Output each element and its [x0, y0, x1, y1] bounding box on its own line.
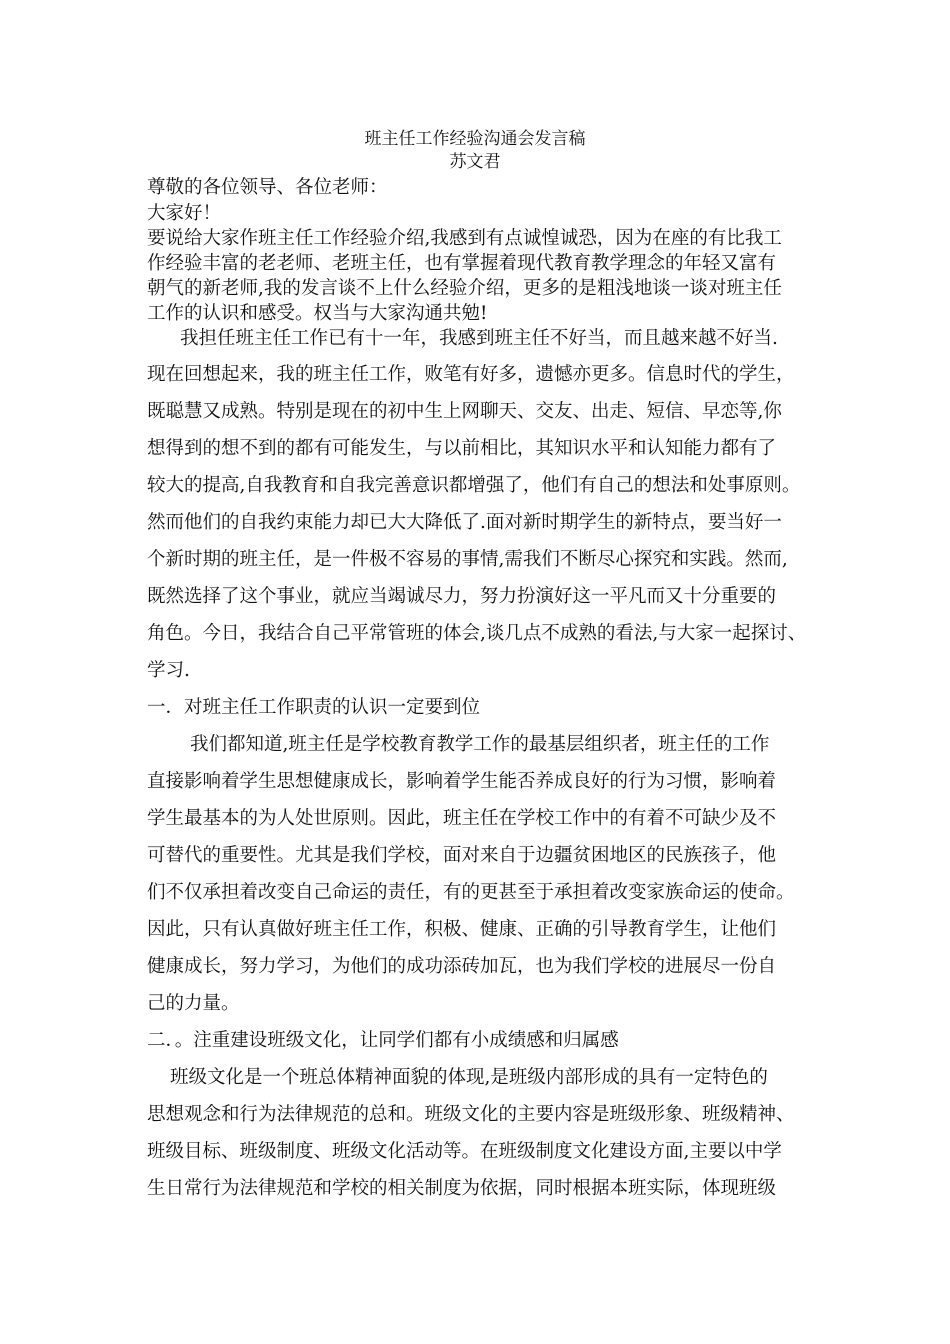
text-line: 健康成长，努力学习，为他们的成功添砖加瓦，也为我们学校的进展尽一份自	[147, 956, 777, 977]
text-line: 既然选择了这个事业，就应当竭诚尽力，努力扮演好这一平凡而又十分重要的	[147, 586, 777, 607]
text-line: 现在回想起来，我的班主任工作，败笔有好多，遗憾亦更多。信息时代的学生，	[147, 364, 795, 385]
text-line: 生日常行为法律规范和学校的相关制度为依据，同时根据本班实际，体现班级	[147, 1178, 777, 1199]
text-line: 们不仅承担着改变自己命运的责任，有的更甚至于承担着改变家族命运的使命。	[147, 882, 795, 903]
text-line: 学生最基本的为人处世原则。因此，班主任在学校工作中的有着不可缺少及不	[147, 808, 777, 829]
text-line: 既聪慧又成熟。特别是现在的初中生上网聊天、交友、出走、短信、早恋等,你	[147, 401, 782, 422]
text-line: 作经验丰富的老老师、老班主任，也有掌握着现代教育教学理念的年轻又富有	[147, 253, 777, 274]
text-line: 朝气的新老师,我的发言谈不上什么经验介绍，更多的是粗浅地谈一谈对班主任	[147, 278, 782, 299]
text-line: 大家好！	[147, 203, 222, 224]
text-line: 我担任班主任工作已有十一年，我感到班主任不好当，而且越来越不好当.	[180, 328, 778, 349]
text-line: 工作的认识和感受。权当与大家沟通共勉!	[147, 303, 488, 324]
section-heading: 一．对班主任工作职责的认识一定要到位	[147, 697, 481, 718]
text-line: 想得到的想不到的都有可能发生，与以前相比，其知识水平和认知能力都有了	[147, 438, 777, 459]
text-line: 角色。今日，我结合自己平常管班的体会,谈几点不成熟的看法,与大家一起探讨、	[147, 623, 807, 644]
text-line: 思想观念和行为法律规范的总和。班级文化的主要内容是班级形象、班级精神、	[147, 1104, 795, 1125]
text-line: 因此，只有认真做好班主任工作，积极、健康、正确的引导教育学生，让他们	[147, 919, 777, 940]
text-line: 较大的提高,自我教育和自我完善意识都增强了，他们有自己的想法和处事原则。	[147, 475, 801, 496]
text-line: 可替代的重要性。尤其是我们学校，面对来自于边疆贫困地区的民族孩子，他	[147, 845, 777, 866]
text-line: 班级文化是一个班总体精神面貌的体现,是班级内部形成的具有一定特色的	[170, 1067, 768, 1088]
text-line: 己的力量。	[147, 993, 240, 1014]
text-line: 学习.	[147, 660, 190, 681]
text-line: 班级目标、班级制度、班级文化活动等。在班级制度文化建设方面,主要以中学	[147, 1141, 782, 1162]
section-heading: 二．。注重建设班级文化，让同学们都有小成绩感和归属感	[147, 1030, 619, 1051]
document-title: 班主任工作经验沟通会发言稿	[364, 129, 586, 149]
text-line: 个新时期的班主任，是一件极不容易的事情,需我们不断尽心探究和实践。然而,	[147, 549, 788, 570]
text-line: 我们都知道,班主任是学校教育教学工作的最基层组织者，班主任的工作	[190, 734, 770, 755]
text-line: 然而他们的自我约束能力却已大大降低了.面对新时期学生的新特点，要当好一	[147, 512, 782, 533]
text-line: 直接影响着学生思想健康成长，影响着学生能否养成良好的行为习惯，影响着	[147, 771, 777, 792]
text-line: 要说给大家作班主任工作经验介绍,我感到有点诚惶诚恐，因为在座的有比我工	[147, 228, 782, 249]
document-author: 苏文君	[449, 152, 501, 172]
text-line: 尊敬的各位领导、各位老师：	[147, 177, 388, 198]
